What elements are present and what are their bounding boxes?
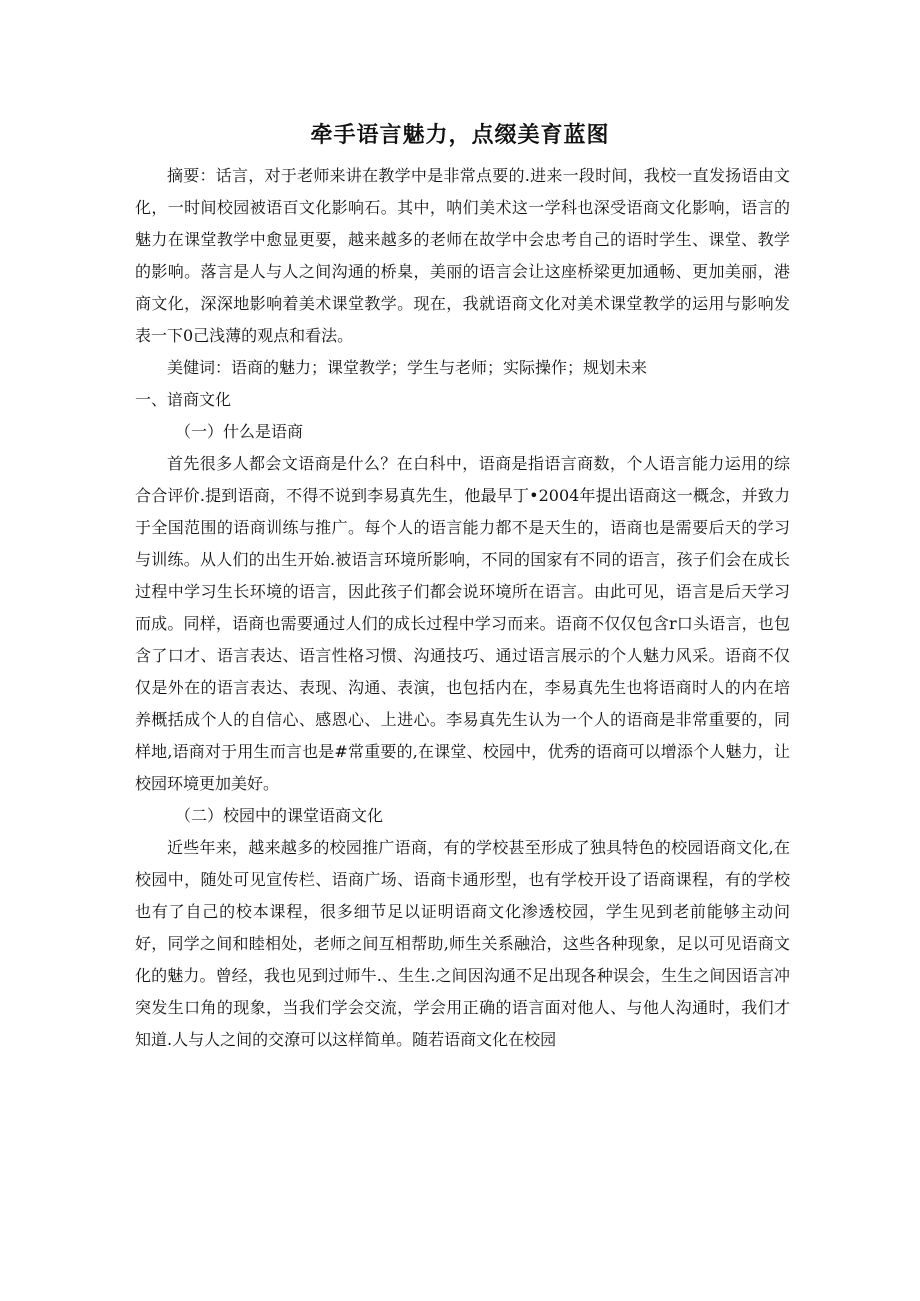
document-body [135, 160, 790, 1056]
keywords-line: 美健词：语商的魅力；课堂教学；学生与老师；实际操作；规划未来 [167, 358, 648, 377]
body-paragraph: 首先很多人都会文语商是什么？在白科中，语商是指语言商数，个人语言能力运用的综合合评价.提到语商，不得不说到李易真先生，他最早丁•2004年提出语商这一概念，并致力于全国范围的语商训练与推广。每个人的语言能力都不是天生的，语商也是需要后天的学习与训练。从人们的出生开始.被语言环境所影响，不同的国家有不同的语言，孩子们会在成长过程中学习生长环境的语言，因此孩子们都会说环境所在语言。由此可见，语言是后天学习而成。同样，语商也需要通过人们的成长过程中学习而来。语商不仅仅包含r口头语言，也包含了口才、语言表达、语言性格习惯、沟通技巧、通过语言展示的个人魅力风采。语商不仅仅是外在的语言表达、表现、沟通、表演，也包括内在，李易真先生也将语商时人的内在培养概括成个人的自信心、感恩心、上进心。李易真先生认为一个人的语商是非常重要的，同样地,语商对于用生而言也是#常重要的,在课堂、校园中，优秀的语商可以增添个人魅力，让校园环境更加美好。 [135, 454, 790, 793]
section-heading: 一、谙商文化 [135, 390, 232, 409]
subsection-heading: （二）校园中的课堂语商文化 [175, 806, 384, 825]
document-title: 牵手语言魅力，点缀美育蓝图 [310, 123, 610, 148]
abstract-paragraph: 摘要：话言，对于老师来讲在教学中是非常点要的.进来一段时间，我校一直发扬语由文化，一时间校园被语百文化影响石。其中，呐们美术这一学科也深受语商文化影响，语言的魅力在课堂教学中愈显更要，越来越多的老师在故学中会忠考自己的语时学生、课堂、教学的影响。落言是人与人之间沟通的桥臬，美丽的语言会让这座桥梁更加通畅、更加美丽，港商文化，深深地影响着美术课堂教学。现在，我就语商文化对美术课堂教学的运用与影响发表一下0己浅薄的观点和看法。 [135, 166, 790, 345]
subsection-heading: （一）什么是语商 [175, 422, 304, 441]
body-paragraph: 近些年来，越来越多的校园推广语商，有的学校甚至形成了独具特色的校园语商文化,在校园中，随处可见宣传栏、语商广场、语商卡通形型，也有学校开设了语商课程，有的学校也有了自己的校本课程，很多细节足以证明语商文化渗透校园，学生见到老前能够主动问好，同学之间和睦相处，老师之间互相帮助,师生关系融洽，这些各种现象，足以可见语商文化的魅力。曾经，我也见到过师牛.、生生.之间因沟通不足出现各种误会，生生之间因语言冲突发生口角的现象，当我们学会交流，学会用正确的语言面对他人、与他人沟通时，我们才知道.人与人之间的交潦可以这样简单。随若语商文化在校园 [135, 838, 790, 1049]
